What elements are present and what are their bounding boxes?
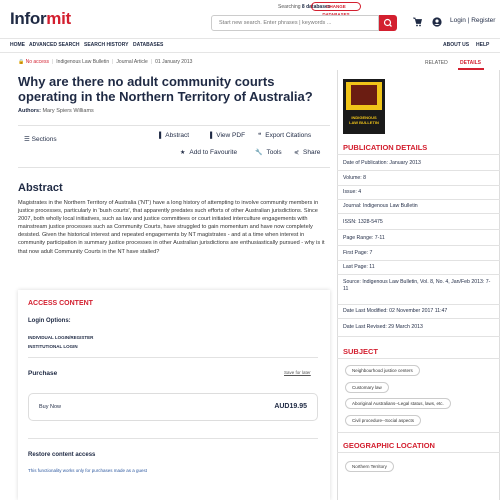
nav-about-us[interactable]: ABOUT US — [443, 42, 470, 48]
logo-text: Infor — [10, 9, 47, 28]
login-register-link[interactable]: Login | Register — [450, 17, 496, 24]
geographic-chip[interactable]: Northern Territory — [345, 461, 394, 472]
star-icon: ★ — [180, 150, 186, 156]
divider — [337, 185, 500, 186]
buy-now-option[interactable] — [28, 393, 318, 421]
subject-heading: SUBJECT — [343, 347, 379, 356]
authors-label: Authors: — [18, 108, 41, 114]
add-to-favourite-label: Add to Favourite — [189, 149, 238, 156]
view-pdf-link[interactable] — [208, 132, 245, 139]
detail-issn: ISSN: 1328-5475 — [343, 219, 383, 225]
divider — [337, 170, 500, 171]
pdf-icon: ▐ — [208, 133, 213, 139]
journal-cover-image — [343, 79, 385, 134]
menu-icon: ☰ — [24, 136, 32, 143]
subject-chip[interactable]: Aboriginal Australians--Legal status, laws, etc. — [345, 398, 451, 409]
detail-issue: Issue: 4 — [343, 189, 362, 195]
document-icon: ▐ — [157, 133, 162, 139]
detail-date-last-revised: Date Last Revised: 29 March 2013 — [343, 324, 423, 330]
nav-databases[interactable]: DATABASES — [133, 42, 164, 48]
search-button[interactable] — [379, 15, 397, 31]
detail-volume: Volume: 8 — [343, 175, 367, 181]
sections-label: Sections — [31, 136, 57, 143]
divider — [28, 438, 318, 439]
divider — [337, 199, 500, 200]
cover-subtitle-text: LAW BULLETIN — [349, 120, 379, 125]
article-meta: 🔒 No access | Indigenous Law Bulletin | Journal Article | 01 January 2013 — [18, 59, 193, 65]
detail-date-last-modified: Date Last Modified: 02 November 2017 11:47 — [343, 308, 448, 314]
divider — [337, 229, 500, 230]
divider — [337, 318, 500, 319]
searching-prefix: Searching — [278, 4, 301, 10]
authors-line — [18, 108, 94, 114]
detail-last-page: Last Page: 11 — [343, 264, 375, 270]
divider — [337, 245, 500, 246]
export-citations-link[interactable] — [258, 132, 311, 139]
divider — [337, 432, 500, 433]
add-to-favourite-link[interactable] — [180, 149, 237, 156]
search-input[interactable]: Start new search. Enter phrases | keywords ... — [211, 15, 379, 31]
cover-title — [343, 115, 385, 125]
no-access-label: No access — [25, 59, 49, 65]
abstract-label: Abstract — [165, 132, 190, 139]
tab-related[interactable]: RELATED — [425, 60, 448, 66]
divider — [337, 452, 500, 453]
abstract-text: Magistrates in the Northern Territory of Australia ('NT') have a long history of attempting to involve community members in justice processes, particularly in 'bush courts', that apparently predates such efforts of other Australian jurisdictions. Since 2007, both wholly local initiatives, such as law and justice committees or court initiated interculture engagements with mainstream justice processes such as Community Courts, have struggled to gain momentum and have now completely desisted. Given the historical interest and repeated engagements by NT magistrates - and at a time when interest in community participation in summary justice processes in other Australian jurisdictions are enthusiastically pursued - why is it that now adult Community Courts in the NT have stalled? — [18, 200, 325, 255]
detail-journal[interactable]: Journal: Indigenous Law Bulletin — [343, 203, 418, 209]
divider — [337, 260, 500, 261]
logo-accent-text: mit — [46, 9, 71, 28]
author-link[interactable]: Mary Spiers Williams — [42, 108, 94, 114]
top-header — [0, 0, 500, 38]
detail-page-range: Page Range: 7-11 — [343, 235, 385, 241]
divider — [337, 304, 500, 305]
access-content-heading: ACCESS CONTENT — [28, 300, 93, 307]
tab-details[interactable]: DETAILS — [460, 60, 482, 66]
sections-menu[interactable] — [24, 135, 57, 143]
wrench-icon: 🔧 — [255, 150, 263, 156]
subject-chip[interactable]: Customary law — [345, 382, 389, 393]
divider — [337, 213, 500, 214]
divider — [337, 358, 500, 359]
divider — [28, 357, 318, 358]
detail-first-page: First Page: 7 — [343, 250, 373, 256]
subject-chip[interactable]: Neighbourhood justice centers — [345, 365, 420, 376]
article-type: Journal Article — [116, 59, 148, 65]
login-options-heading: Login Options: — [28, 318, 71, 324]
divider — [337, 154, 500, 155]
price: AUD19.95 — [274, 403, 307, 410]
restore-access-note[interactable]: This functionality works only for purchases made as a guest — [28, 468, 148, 473]
quote-icon: ❝ — [258, 133, 262, 139]
geographic-location-heading: GEOGRAPHIC LOCATION — [343, 441, 435, 450]
nav-advanced-search[interactable]: ADVANCED SEARCH — [29, 42, 80, 48]
no-access-badge: 🔒 No access — [18, 59, 49, 65]
user-account-icon[interactable] — [432, 17, 442, 27]
searching-count: 8 databases — [301, 4, 331, 10]
nav-search-history[interactable]: SEARCH HISTORY — [84, 42, 129, 48]
tools-menu[interactable] — [255, 149, 282, 156]
journal-name: Indigenous Law Bulletin — [56, 59, 110, 65]
publication-details-heading: PUBLICATION DETAILS — [343, 143, 428, 152]
nav-home[interactable]: HOME — [10, 42, 25, 48]
share-menu[interactable] — [294, 149, 320, 156]
change-databases-button[interactable]: CHANGE DATABASES — [311, 2, 361, 11]
save-for-later-link[interactable]: Save for later — [284, 370, 311, 375]
detail-date-of-publication: Date of Publication: January 2013 — [343, 160, 421, 166]
purchase-heading: Purchase — [28, 370, 58, 377]
institutional-login-link[interactable]: INSTITUTIONAL LOGIN — [28, 344, 78, 349]
restore-access-heading: Restore content access — [28, 452, 96, 458]
share-icon: ⋞ — [294, 150, 300, 156]
subject-chip[interactable]: Civil procedure--Social aspects — [345, 415, 421, 426]
divider — [337, 336, 500, 337]
export-citations-label: Export Citations — [265, 132, 312, 139]
detail-source: Source: Indigenous Law Bulletin, Vol. 8, No. 4, Jan/Feb 2013: 7-11 — [343, 279, 491, 292]
main-nav — [0, 38, 500, 53]
nav-help[interactable]: HELP — [476, 42, 490, 48]
buy-now-label: Buy Now — [39, 404, 62, 410]
cart-icon[interactable] — [412, 17, 422, 27]
divider — [337, 274, 500, 275]
individual-login-link[interactable]: INDIVIDUAL LOGIN/REGISTER — [28, 335, 94, 340]
divider — [18, 125, 330, 126]
abstract-link[interactable] — [157, 132, 189, 139]
divider — [18, 167, 330, 168]
search-icon — [379, 15, 397, 31]
cover-title-text: INDIGENOUS — [351, 115, 377, 120]
cover-art-inner — [351, 85, 377, 105]
share-label: Share — [303, 149, 321, 156]
tools-label: Tools — [266, 149, 282, 156]
informit-logo[interactable] — [10, 9, 71, 29]
article-title: Why are there no adult community courts operating in the Northern Territory of Australia? — [18, 74, 313, 104]
view-pdf-label: View PDF — [216, 132, 246, 139]
abstract-heading: Abstract — [18, 182, 63, 194]
article-date: 01 January 2013 — [155, 59, 193, 65]
